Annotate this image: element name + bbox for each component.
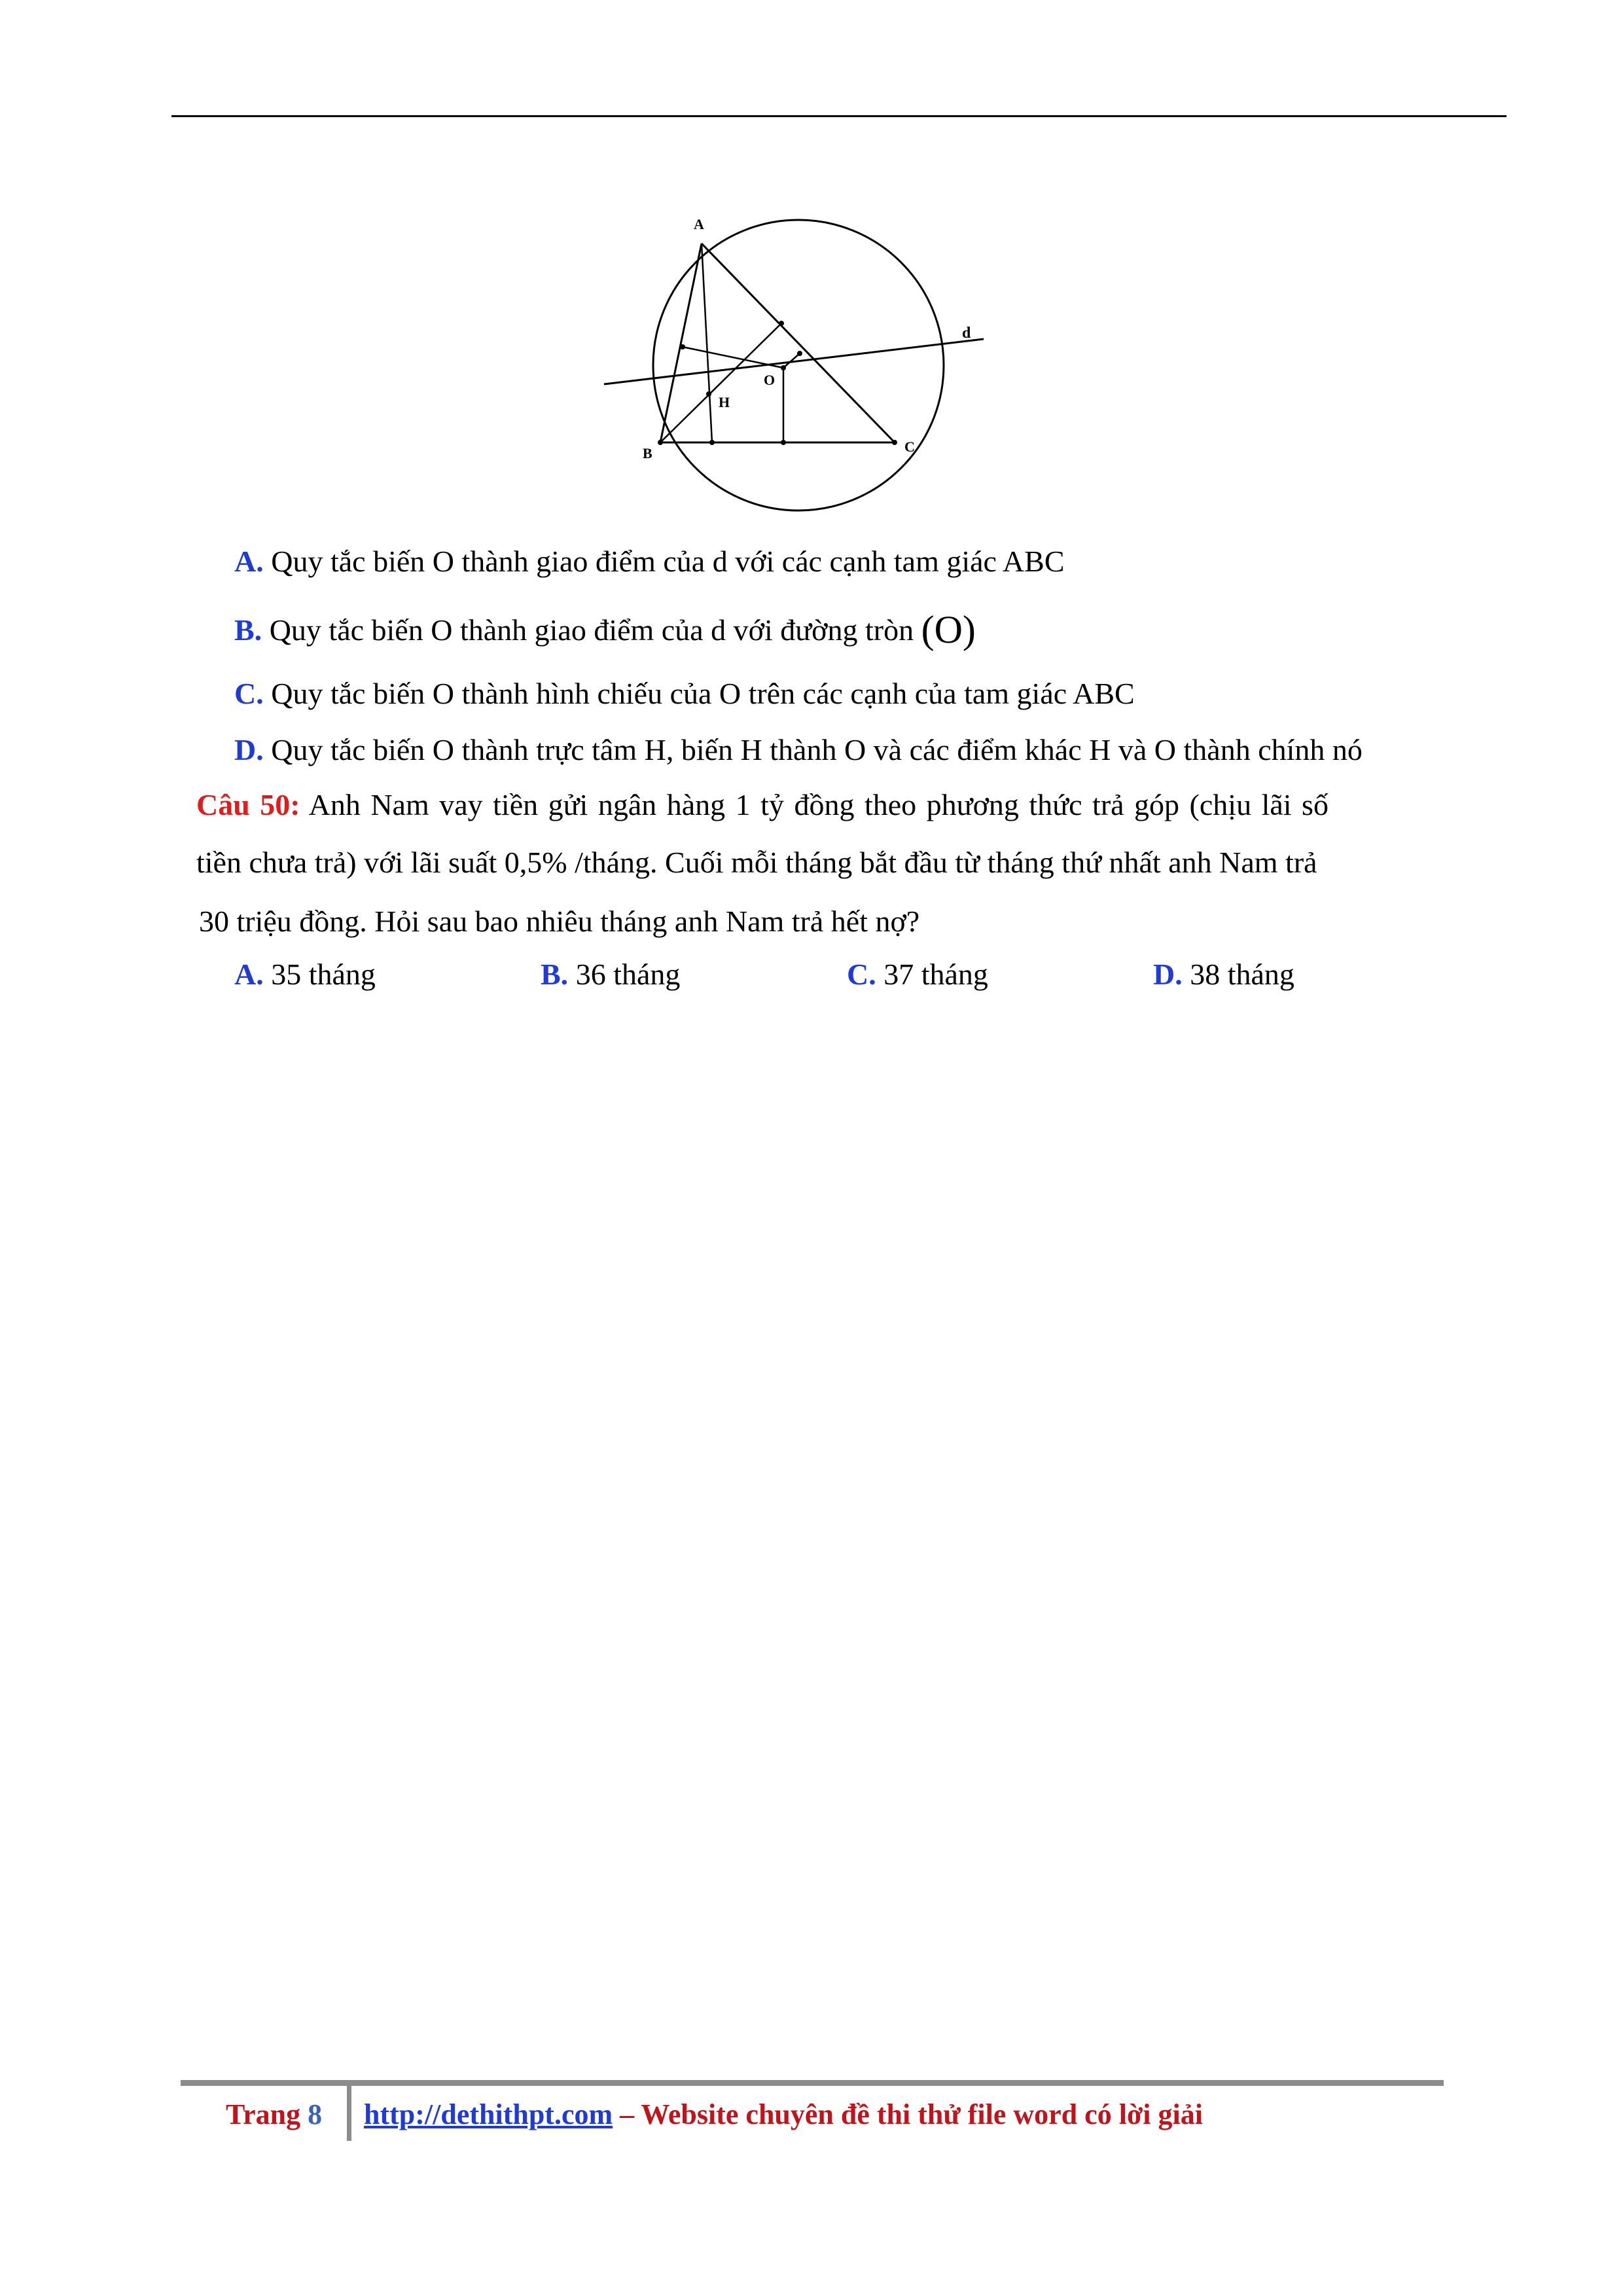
header-rule: [171, 115, 1507, 117]
footer-text: [364, 2098, 1203, 2131]
footer-tagline: – Website chuyên đề thi thử file word có lời giải: [613, 2098, 1203, 2130]
website-link[interactable]: http://dethithpt.com: [364, 2098, 613, 2130]
question-label: Câu 50:: [196, 788, 300, 821]
answer-choices: [0, 957, 1623, 996]
label-c: C: [904, 439, 915, 455]
point-c: [892, 440, 897, 445]
segment-o-foot-ab: [683, 347, 783, 368]
geometry-figure: [602, 209, 1008, 524]
option-b: [234, 607, 976, 650]
option-letter: C.: [234, 677, 264, 710]
question-50-line-1: [196, 785, 1329, 825]
option-text: Quy tắc biến O thành trực tâm H, biến H thành O và các điểm khác H và O thành chính nó: [271, 733, 1363, 766]
footer-separator: [347, 2086, 351, 2141]
answer-letter: A.: [234, 958, 264, 991]
label-d: d: [962, 325, 971, 342]
option-text: Quy tắc biến O thành giao điểm của d với đường tròn: [269, 613, 914, 647]
page-number: [226, 2098, 322, 2131]
side-ab: [660, 243, 702, 442]
point-foot-ac: [797, 351, 802, 356]
point-foot-a: [709, 440, 715, 445]
answer-letter: C.: [847, 958, 876, 991]
footer-rule: [181, 2080, 1444, 2086]
answer-letter: D.: [1153, 958, 1183, 991]
point-h: [706, 391, 711, 397]
question-50-line-3: 30 triệu đồng. Hỏi sau bao nhiêu tháng anh Nam trả hết nợ?: [199, 905, 920, 938]
point-o: [781, 365, 786, 370]
answer-a: [234, 957, 376, 992]
label-h: H: [719, 394, 730, 410]
answer-letter: B.: [541, 958, 569, 991]
question-text: Anh Nam vay tiền gửi ngân hàng 1 tỷ đồng theo phương thức trả góp (chịu lãi số: [308, 788, 1329, 821]
page-number-value: 8: [308, 2098, 323, 2130]
point-foot-ab: [680, 344, 685, 350]
circle-notation: (O): [921, 608, 976, 651]
side-ac: [702, 243, 895, 442]
answer-text: 37 tháng: [883, 958, 988, 991]
point-foot-ac-altitude: [779, 321, 784, 326]
option-letter: A.: [234, 545, 264, 578]
option-letter: D.: [234, 733, 264, 766]
point-foot-o: [781, 440, 786, 445]
line-d: [604, 339, 984, 384]
option-d: [234, 730, 1363, 770]
answer-text: 36 tháng: [575, 958, 681, 991]
question-50-line-2: tiền chưa trả) với lãi suất 0,5% /tháng. Cuối mỗi tháng bắt đầu từ tháng thứ nhất anh Nam trả: [196, 846, 1317, 879]
option-c: [234, 674, 1135, 713]
page-label: Trang: [226, 2098, 301, 2130]
answer-b: [541, 957, 680, 992]
option-text: Quy tắc biến O thành giao điểm của d với các cạnh tam giác ABC: [271, 545, 1065, 578]
answer-text: 35 tháng: [271, 958, 376, 991]
option-a: [234, 542, 1065, 581]
answer-d: [1153, 957, 1294, 992]
point-b: [658, 440, 663, 445]
label-b: B: [643, 445, 652, 461]
label-a: A: [694, 216, 704, 232]
answer-c: [847, 957, 988, 992]
answer-text: 38 tháng: [1190, 958, 1294, 991]
option-letter: B.: [234, 613, 262, 647]
option-text: Quy tắc biến O thành hình chiếu của O trên các cạnh của tam giác ABC: [271, 677, 1135, 710]
label-o: O: [764, 372, 776, 388]
altitude-a: [702, 243, 712, 442]
